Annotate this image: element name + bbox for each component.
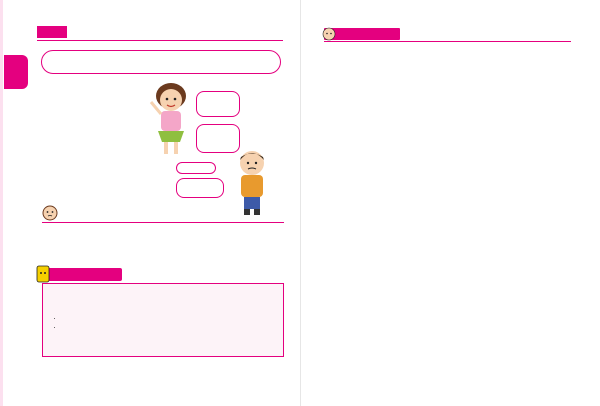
tip-bullet bbox=[63, 314, 143, 323]
tip-bar bbox=[42, 268, 122, 281]
speech-bubble bbox=[176, 178, 224, 198]
header-rule bbox=[37, 40, 283, 41]
girl-illustration bbox=[148, 80, 194, 158]
rule-lines-overlay bbox=[370, 264, 558, 406]
tip-box bbox=[42, 283, 284, 357]
child-face-icon bbox=[42, 205, 58, 221]
speech-bubble bbox=[196, 91, 240, 117]
section-rule bbox=[42, 222, 284, 223]
section-tag bbox=[37, 26, 67, 38]
boy-illustration bbox=[230, 148, 274, 218]
tip-bullets bbox=[63, 314, 143, 332]
stopwatch-icon bbox=[36, 264, 50, 284]
main-title bbox=[41, 50, 281, 74]
side-strip bbox=[0, 0, 3, 406]
footer-left bbox=[36, 385, 40, 394]
kid-mascot-icon bbox=[322, 26, 336, 42]
grade-badge bbox=[4, 55, 28, 89]
speech-bubble bbox=[176, 162, 216, 174]
tip-bullet bbox=[63, 323, 143, 332]
explore-rule bbox=[324, 41, 571, 42]
